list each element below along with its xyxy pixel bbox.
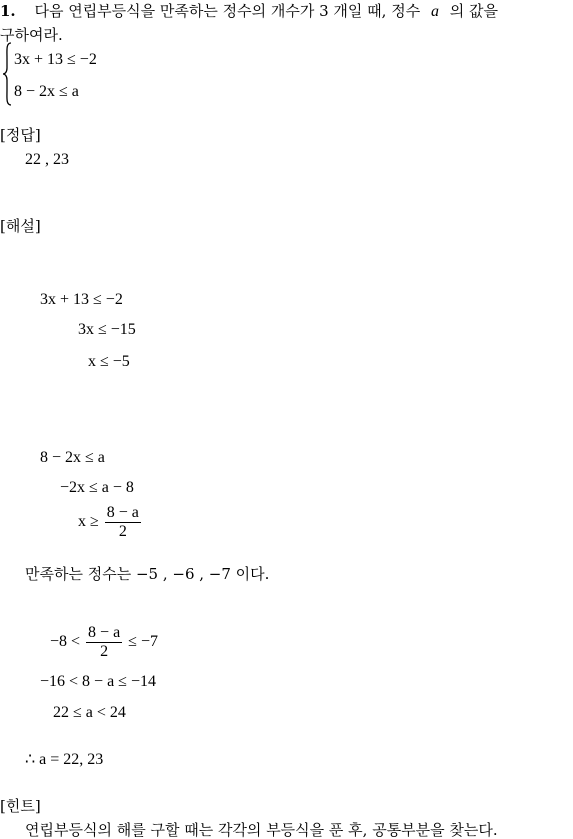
problem-variable-a: a (430, 3, 439, 20)
explanation-heading: [해설] (0, 217, 41, 235)
bound-step-1-left: −8 < (50, 633, 81, 651)
problem-line-1 (0, 2, 498, 21)
answer-value: 22 , 23 (25, 151, 69, 168)
bound-fraction-numerator: 8 − a (88, 624, 121, 641)
bound-fraction (86, 624, 122, 661)
system-brace-icon (2, 42, 12, 106)
system-inequality-1: 3x + 13 ≤ −2 (14, 51, 97, 68)
fraction-numerator: 8 − a (106, 504, 139, 521)
answer-heading: [정답] (0, 126, 41, 144)
ineq2-step-3-left: x ≥ (78, 513, 99, 531)
hint-text: 연립부등식의 해를 구할 때는 각각의 부등식을 푼 후, 공통부분을 찾는다. (25, 821, 498, 839)
problem-text: 다음 연립부등식을 만족하는 정수의 개수가 3 개일 때, 정수 (34, 2, 421, 20)
hint-heading: [힌트] (0, 797, 41, 815)
ineq2-step-2: −2x ≤ a − 8 (60, 479, 134, 496)
bound-step-1-right: ≤ −7 (128, 633, 158, 651)
conclusion: ∴ a = 22, 23 (25, 751, 104, 768)
problem-text-tail: 의 값을 (449, 2, 498, 20)
ineq1-step-2: 3x ≤ −15 (78, 321, 136, 338)
problem-number: 1. (0, 2, 16, 20)
bound-fraction-denominator: 2 (100, 643, 109, 660)
ineq1-step-1: 3x + 13 ≤ −2 (40, 291, 123, 308)
fraction-denominator: 2 (118, 523, 127, 540)
ineq1-step-3: x ≤ −5 (88, 353, 130, 370)
fraction (105, 504, 141, 541)
bound-step-2: −16 < 8 − a ≤ −14 (40, 673, 156, 690)
problem-line-2: 구하여라. (0, 26, 63, 44)
ineq2-step-1: 8 − 2x ≤ a (40, 449, 105, 466)
ineq2-step-3 (78, 504, 143, 541)
system-inequality-2: 8 − 2x ≤ a (14, 83, 79, 100)
bound-step-3: 22 ≤ a < 24 (53, 704, 126, 721)
bound-step-1 (50, 624, 158, 661)
integers-statement: 만족하는 정수는 −5 , −6 , −7 이다. (25, 565, 270, 583)
